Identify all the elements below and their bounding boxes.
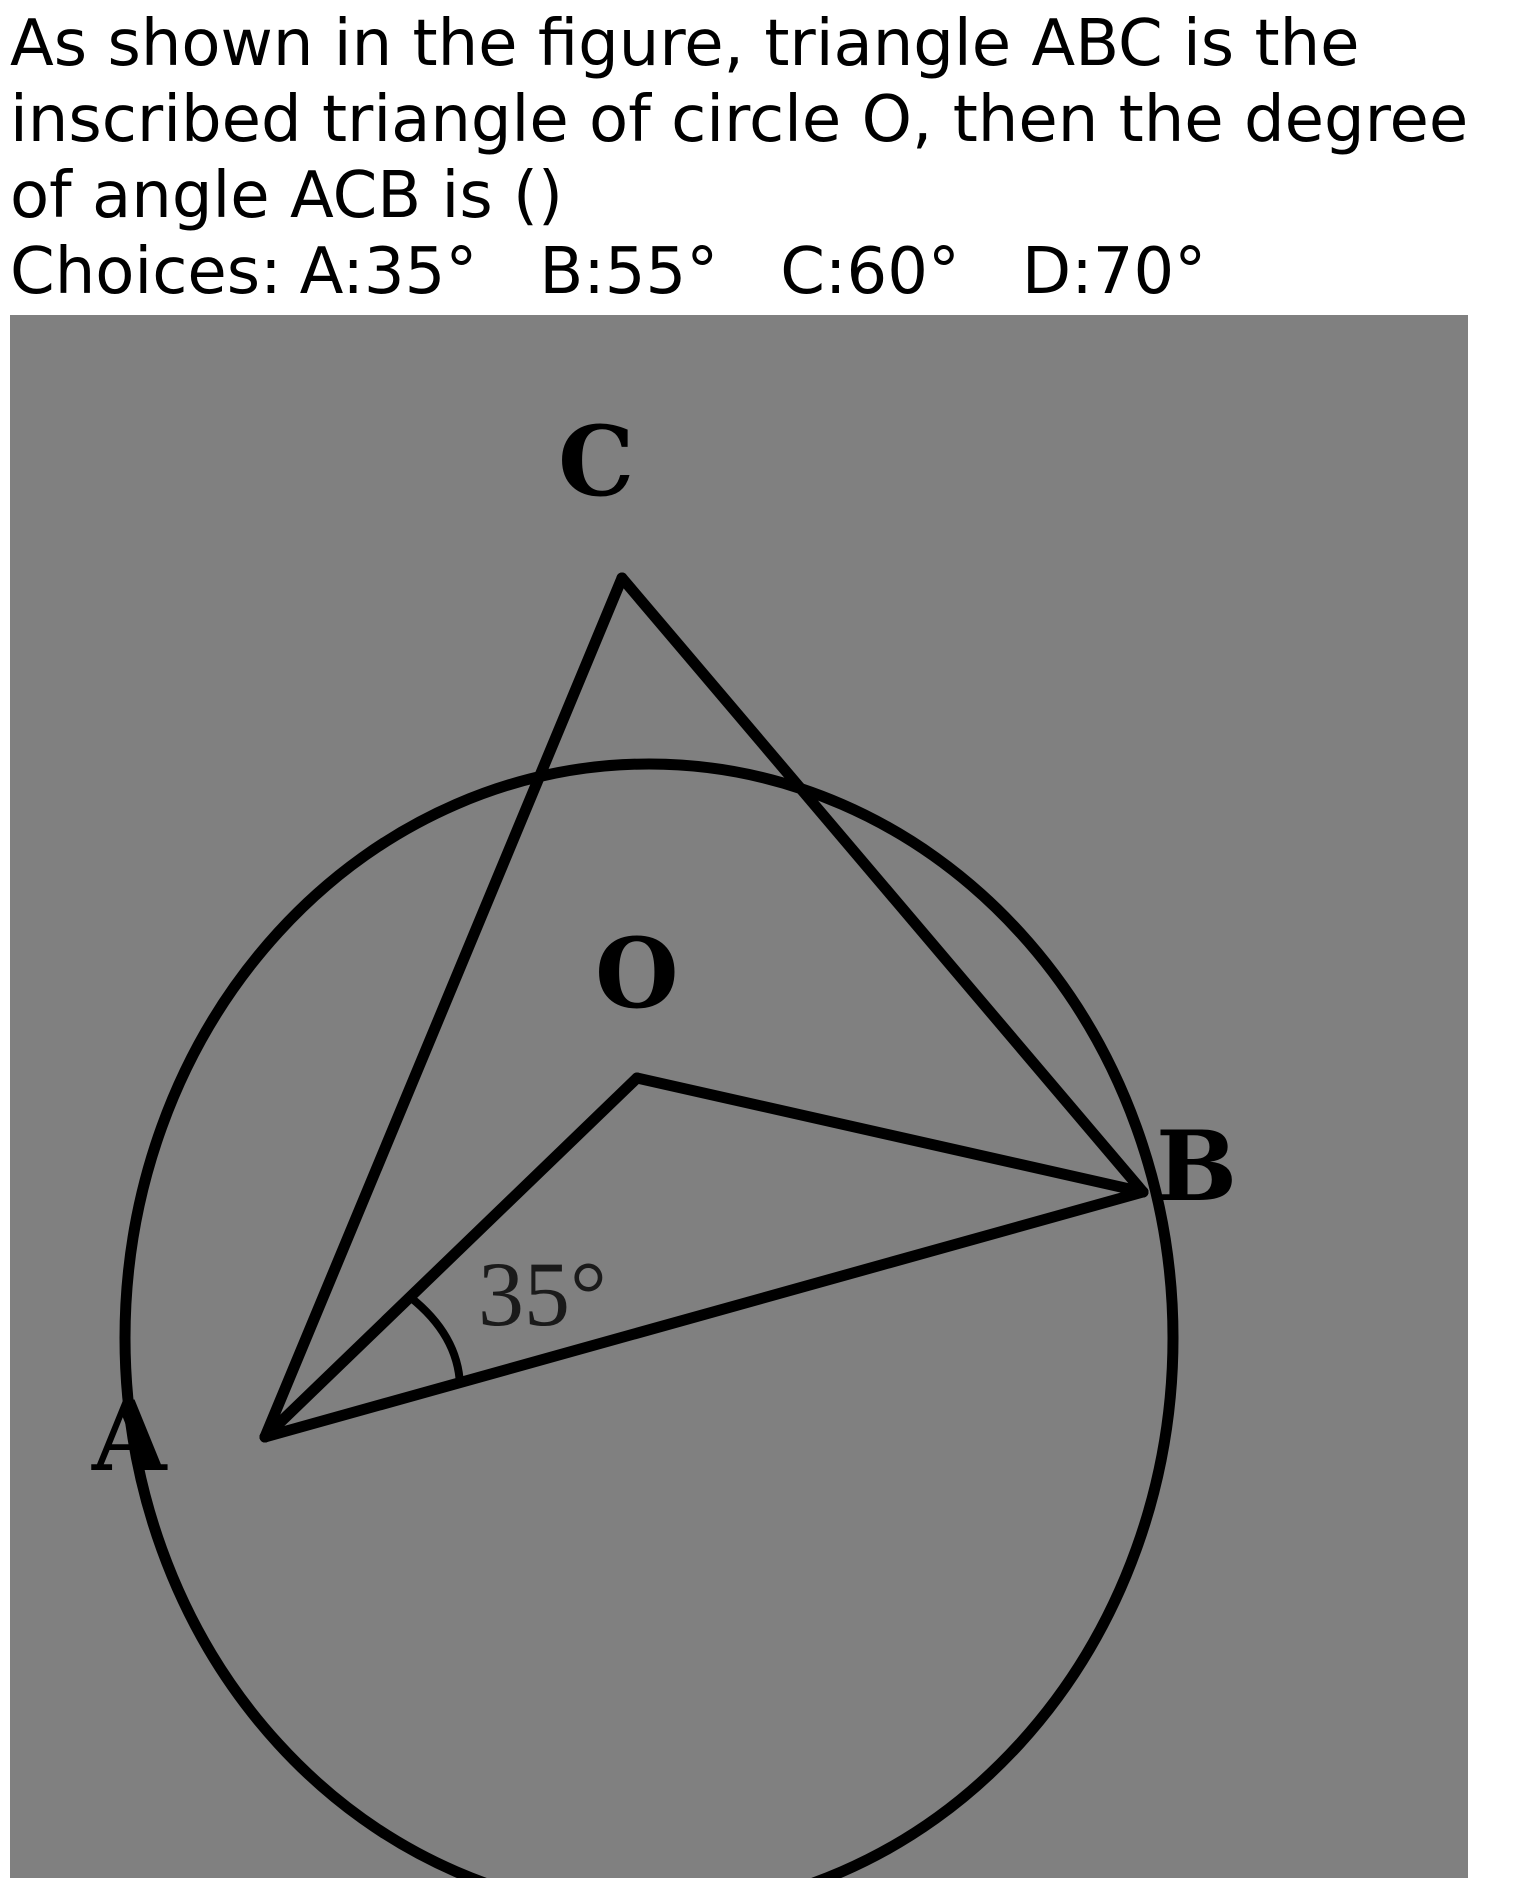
label-a: A xyxy=(92,1380,167,1493)
angle-label-35: 35° xyxy=(478,1243,607,1345)
choice-c[interactable]: C:60° xyxy=(780,235,960,309)
label-b: B xyxy=(1156,1110,1238,1223)
angle-arc-a xyxy=(410,1297,460,1385)
question-block xyxy=(10,6,1525,310)
choice-a[interactable]: A:35° xyxy=(299,235,478,309)
segment-cb xyxy=(622,578,1143,1192)
choice-b[interactable]: B:55° xyxy=(539,235,719,309)
choices-row xyxy=(10,234,1525,310)
geometry-figure xyxy=(10,315,1468,1878)
label-o: O xyxy=(595,917,679,1030)
label-c: C xyxy=(558,405,635,518)
question-text: As shown in the figure, triangle ABC is the inscribed triangle of circle O, then the degree of angle ACB is () xyxy=(10,7,1469,233)
choice-d[interactable]: D:70° xyxy=(1021,235,1207,309)
figure-svg xyxy=(10,315,1468,1878)
choices-label: Choices: xyxy=(10,235,282,309)
